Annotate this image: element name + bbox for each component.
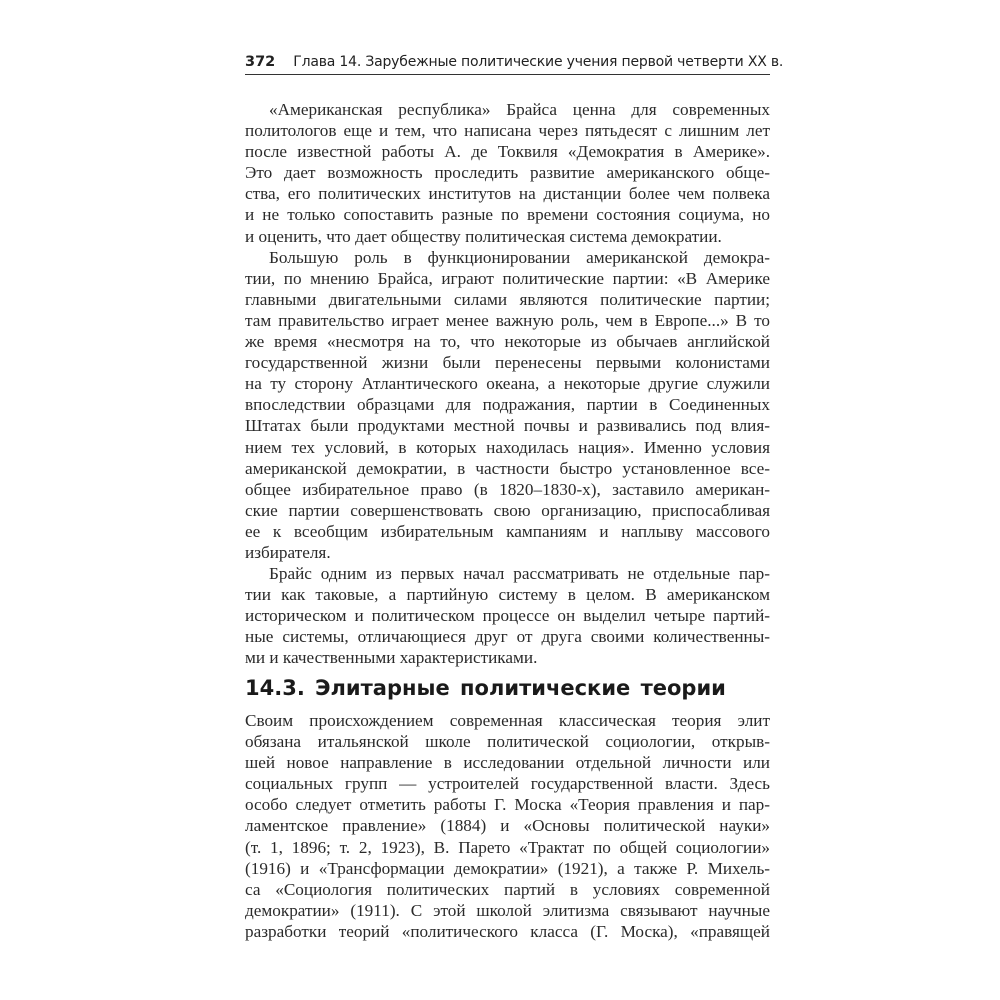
section-heading: 14.3. Элитарные политические теории [245,676,726,700]
text-line: политологов еще и тем, что написана через пятьдесят с лишним лет [245,121,770,141]
text-line: американской демократии, в частности быстро установленное все- [245,458,770,478]
paragraph [245,710,770,942]
running-header [245,50,784,75]
text-line: ства, его политических институтов на дистанции более чем полвека [245,184,770,204]
text-line: и не только сопоставить разные по времени состояния социума, но [245,205,770,225]
text-line: ее к всеобщим избирательным кампаниям и наплыву массового [245,521,770,541]
paragraph [245,563,770,668]
text-line: ские партии совершенствовать свою организацию, приспосабливая [245,500,770,520]
text-line: Своим происхождением современная классическая теория элит [245,711,770,730]
text-line: ламентское правление» (1884) и «Основы политической науки» [245,816,770,836]
text-line: (1916) и «Трансформации демократии» (1921), а также Р. Михель- [245,858,770,878]
text-line: (т. 1, 1896; т. 2, 1923), В. Парето «Трактат по общей социологии» [245,837,770,857]
text-line: Большую роль в функционировании американской демокра- [269,247,770,267]
page-number: 372 [245,54,276,70]
text-line: обязана итальянской школе политической социологии, открыв- [245,732,770,752]
text-line: и оценить, что дает обществу политическая система демократии. [245,226,722,246]
text-line: на ту сторону Атлантического океана, а некоторые другие служили [245,374,770,394]
text-line: после известной работы А. де Токвиля «Демократия в Америке». [245,142,770,162]
text-line: Штатах были продуктами местной почвы и развивались под влия- [245,416,770,436]
text-line: социальных групп — устроителей государственной власти. Здесь [245,774,770,794]
text-line: тии как таковые, а партийную систему в целом. В американском [245,585,770,605]
text-line: избирателя. [245,542,331,562]
text-line: там правительство играет менее важную роль, чем в Европе...» В то [245,310,770,330]
text-line: демократии» (1911). С этой школой элитизма связывают научные [245,900,770,920]
text-line: Это дает возможность проследить развитие американского обще- [245,163,770,183]
text-line: историческом и политическом процессе он выделил четыре партий- [245,606,770,626]
text-line: же время «несмотря на то, что некоторые из обычаев английской [245,332,770,352]
text-line: ми и качественными характеристиками. [245,648,538,668]
text-line: ные системы, отличающиеся друг от друга своими количественны- [245,627,770,647]
text-line: разработки теорий «политического класса (Г. Моска), «правящей [245,921,770,941]
text-line: тии, по мнению Брайса, играют политические партии: «В Америке [245,268,770,288]
text-line: государственной жизни были перенесены первыми колонистами [245,353,770,373]
text-line: общее избирательное право (в 1820–1830-х), заставило американ- [245,479,770,499]
text-line: впоследствии образцами для подражания, партии в Соединенных [245,395,770,415]
paragraph [245,247,770,563]
text-line: главными двигательными силами являются политические партии; [245,289,770,309]
paragraph [245,99,770,247]
body-text-top [245,99,770,669]
text-line: нием тех условий, в которых находилась нация». Именно условия [245,437,770,457]
body-text-bottom [245,710,770,942]
text-line: особо следует отметить работы Г. Моска «Теория правления и пар- [245,795,770,815]
text-line: «Американская республика» Брайса ценна для современных [269,100,770,119]
text-line: Брайс одним из первых начал рассматривать не отдельные пар- [269,564,770,584]
text-line: шей новое направление в исследовании отдельной личности или [245,753,770,773]
text-line: са «Социология политических партий в условиях современной [245,879,770,899]
chapter-title: Глава 14. Зарубежные политические учения первой четверти XX в. [293,54,784,70]
